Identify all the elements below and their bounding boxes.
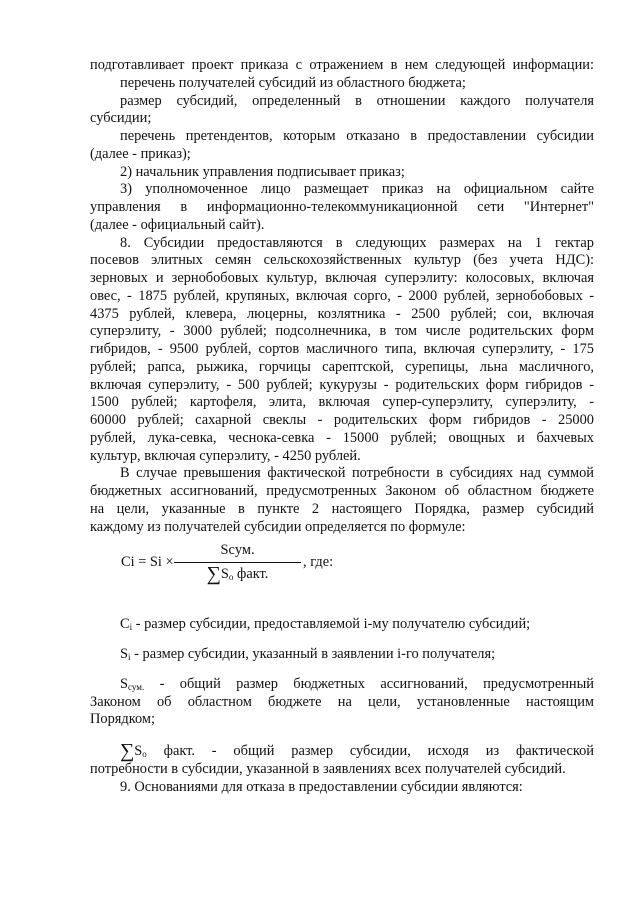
formula-tail: , где: [303, 554, 334, 571]
definition-ci: $C_i$ - размер субсидии, предоставляемой i-му получателю субсидий; [120, 616, 531, 633]
definition-scum: $S_{сум.}$ - общий размер бюджетных ассигнований, предусмотренный [120, 675, 594, 692]
text-line: В случае превышения фактической потребности в субсидиях над суммой [120, 465, 594, 482]
text-line: бюджетных ассигнований, предусмотренных Законом об областном бюджете [90, 483, 594, 499]
text-line: 4375 рублей, клевера, люцерны, козлятника - 2500 рублей; сои, включая [90, 305, 594, 322]
subsidy-formula [90, 542, 594, 600]
text-line: на цели, указанные в пункте 2 настоящего Порядка, размер субсидий [90, 500, 594, 517]
formula-fraction [174, 542, 301, 590]
text-line: Законом об областном бюджете на цели, установленные настоящим [90, 693, 594, 710]
text-line: управления в информационно-телекоммуникационной сети "Интернет" [90, 199, 594, 215]
text-line: перечень претендентов, которым отказано в предоставлении субсидии [120, 128, 594, 144]
text-line: потребности в субсидии, указанной в заявлениях всех получателей субсидий. [90, 760, 566, 777]
formula-denominator: $\sum S_о$ факт. [206, 563, 269, 586]
definition-si: $S_i$ - размер субсидии, указанный в заявлении i-го получателя; [120, 646, 496, 662]
text-line: (далее - официальный сайт). [90, 216, 265, 233]
text-line: гибридов, - 9500 рублей, сортов масличного типа, включая суперэлиту, - 175 [90, 341, 594, 357]
text-line: перечень получателей субсидий из областного бюджета; [120, 74, 466, 91]
formula-lhs: Ci = Si × [121, 554, 174, 571]
text-line: 1500 рублей; картофеля, элита, включая супер-суперэлиту, суперэлиту, - [90, 394, 594, 411]
text-line: овес, - 1875 рублей, крупяных, включая сорго, - 2000 рублей, зернобобовых - [90, 287, 594, 304]
text-line: Порядком; [90, 711, 156, 728]
text-line: подготавливает проект приказа с отражением в нем следующей информации: [90, 57, 594, 73]
text-line: (далее - приказ); [90, 145, 191, 162]
text-line: рублей, лука-севка, чеснока-севка - 15000 рублей; овощных и бахчевых [90, 429, 594, 446]
text-line: посевов элитных семян сельскохозяйственных культур (без учета НДС): [90, 252, 594, 269]
text-line: суперэлиту, - 3000 рублей; подсолнечника, в том числе родительских форм [90, 323, 594, 340]
text-line: культур, включая суперэлиту, - 4250 рублей. [90, 447, 361, 464]
text-line: 3) уполномоченное лицо размещает приказ на официальном сайте [120, 181, 594, 198]
text-line: каждому из получателей субсидии определяется по формуле: [90, 518, 466, 535]
text-line: 9. Основаниями для отказа в предоставлении субсидии являются: [120, 778, 523, 795]
text-line: 60000 рублей; сахарной свеклы - родительских форм гибридов - 25000 [90, 412, 594, 428]
definition-sum: $\sum S_о$ факт. - общий размер субсидии, исходя из фактической [120, 740, 594, 762]
text-line: включая суперэлиту, - 500 рублей; кукурузы - родительских форм гибридов - [90, 376, 594, 393]
text-line: 2) начальник управления подписывает приказ; [120, 163, 405, 180]
fraction-bar [174, 562, 301, 563]
document-page [90, 57, 594, 796]
sigma-symbol: ∑ [206, 563, 221, 586]
text-line: размер субсидий, определенный в отношении каждого получателя [120, 92, 594, 109]
text-line: зерновых и зернобобовых культур, включая суперэлиту: колосовых, включая [90, 270, 594, 286]
text-line: субсидии; [90, 110, 152, 127]
text-line: 8. Субсидии предоставляются в следующих размерах на 1 гектар [120, 234, 594, 251]
formula-numerator: Scум. [220, 542, 255, 559]
text-line: рублей; рапса, рыжика, горчицы сарептской, сурепицы, льна масличного, [90, 358, 594, 375]
